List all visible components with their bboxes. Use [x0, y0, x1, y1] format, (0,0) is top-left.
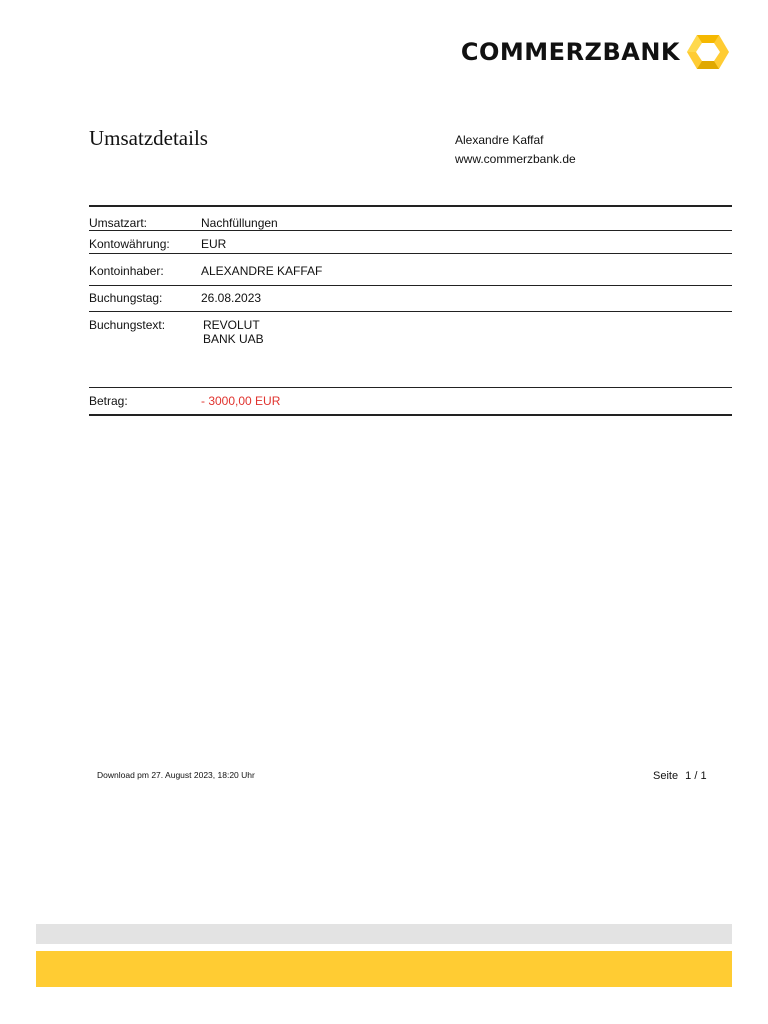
brand-name: COMMERZBANK — [460, 38, 680, 66]
page-total: 1 — [700, 770, 707, 782]
detail-label: Umsatzart: — [89, 216, 148, 230]
detail-row-kontoinhaber — [89, 254, 732, 286]
detail-row-kontowaehrung — [89, 231, 732, 254]
bank-website: www.commerzbank.de — [455, 152, 576, 166]
detail-row-umsatzart — [89, 207, 732, 231]
page-separator: / — [694, 770, 698, 782]
download-timestamp: Download pm 27. August 2023, 18:20 Uhr — [97, 770, 255, 780]
page-label: Seite — [653, 770, 679, 782]
owner-name: Alexandre Kaffaf — [455, 133, 544, 147]
booking-text-line: BANK UAB — [203, 332, 264, 346]
transaction-details-table — [89, 205, 732, 416]
detail-row-buchungstext — [89, 312, 732, 388]
owner-block — [455, 131, 576, 169]
detail-value: 26.08.2023 — [201, 291, 262, 305]
detail-value — [201, 318, 732, 387]
page-title: Umsatzdetails — [89, 126, 208, 150]
detail-value: EUR — [201, 237, 227, 251]
page-current: 1 — [685, 770, 692, 782]
detail-label: Buchungstag: — [89, 291, 163, 305]
detail-label: Betrag: — [89, 394, 128, 408]
commerzbank-ribbon-icon — [686, 32, 730, 72]
footer-yellow-band — [36, 951, 732, 987]
amount-value: - 3000,00 EUR — [201, 394, 281, 408]
detail-label: Kontoinhaber: — [89, 264, 164, 278]
detail-label: Kontowährung: — [89, 237, 170, 251]
commerzbank-logo — [461, 32, 730, 72]
detail-value: Nachfüllungen — [201, 216, 278, 230]
detail-value: ALEXANDRE KAFFAF — [201, 264, 323, 278]
detail-label: Buchungstext: — [89, 318, 166, 332]
detail-row-betrag — [89, 388, 732, 416]
footer-grey-band — [36, 924, 732, 944]
page-indicator — [653, 770, 707, 782]
detail-row-buchungstag — [89, 286, 732, 312]
booking-text-line: REVOLUT — [203, 318, 260, 332]
